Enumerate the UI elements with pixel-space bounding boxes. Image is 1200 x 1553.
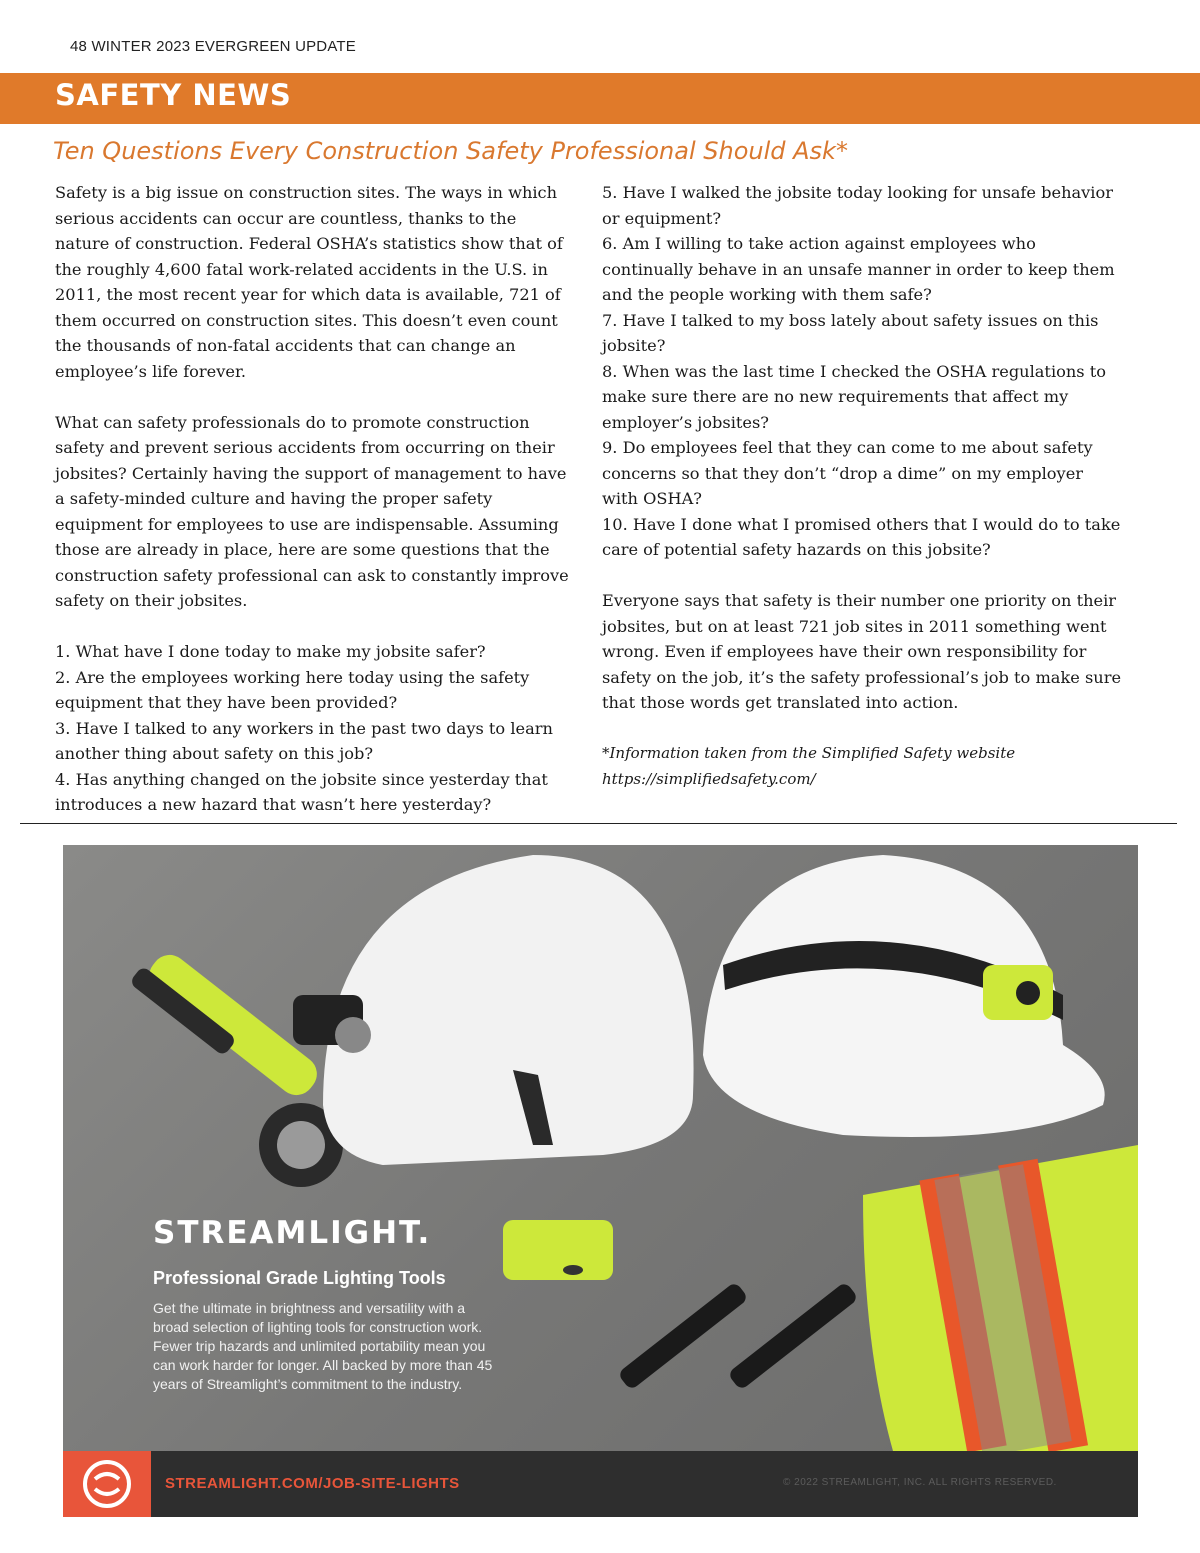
source-note: *Information taken from the Simplified Safety website bbox=[602, 744, 1016, 762]
headlamp-icon bbox=[503, 1220, 613, 1280]
question-item: 8. When was the last time I checked the OSHA regulations to make sure there are no new requirements that affect my employer’s jobsites? bbox=[602, 361, 1106, 432]
helmet-left-icon bbox=[293, 855, 694, 1165]
question-item: 10. Have I done what I promised others that I would do to take care of potential safety hazards on this jobsite? bbox=[602, 514, 1121, 559]
page-header: 48 WINTER 2023 EVERGREEN UPDATE bbox=[70, 38, 356, 55]
streamlight-logo: STREAMLIGHT. bbox=[153, 1215, 432, 1251]
question-item: 1. What have I done today to make my jobsite safer? bbox=[55, 642, 486, 661]
article-paragraph: What can safety professionals do to promote construction safety and prevent serious accidents from occurring on their jobsites? Certainly having the support of management to have a safety-minded culture and having the proper safety equipment for employees to use are indispensable. Assuming those are already in place, here are some questions that the construction safety professional can ask to constantly improve safety on their jobsites. bbox=[55, 412, 569, 610]
question-item: 3. Have I talked to any workers in the past two days to learn another thing about safety on this job? bbox=[55, 718, 553, 763]
article-paragraph: Safety is a big issue on construction sites. The ways in which serious accidents can occur are countless, thanks to the nature of construction. Federal OSHA’s statistics show that of the roughly 4,600 fatal work-related accidents in the U.S. in 2011, the most recent year for which data is available, 721 of them occurred on construction sites. This doesn’t even count the thousands of non-fatal accidents that can change an employee’s life forever. bbox=[55, 183, 563, 381]
streamlight-badge-icon bbox=[63, 1451, 151, 1517]
question-item: 2. Are the employees working here today using the safety equipment that they have been provided? bbox=[55, 667, 530, 712]
safety-vest-icon bbox=[863, 1145, 1138, 1451]
source-link[interactable]: https://simplifiedsafety.com/ bbox=[602, 769, 816, 788]
penlight-icon bbox=[617, 1281, 859, 1391]
article-column-left bbox=[55, 180, 570, 818]
closing-paragraph: Everyone says that safety is their number one priority on their jobsites, but on at least 721 job sites in 2011 something went wrong. Even if employees have their own responsibility for safety on the job, it’s the safety professional’s job to make sure that those words get translated into action. bbox=[602, 591, 1122, 712]
section-title: SAFETY NEWS bbox=[55, 78, 292, 112]
question-item: 4. Has anything changed on the jobsite since yesterday that introduces a new hazard that wasn’t here yesterday? bbox=[55, 769, 548, 814]
article-subtitle: Ten Questions Every Construction Safety Professional Should Ask* bbox=[53, 137, 848, 165]
question-item: 9. Do employees feel that they can come to me about safety concerns so that they don’t “drop a dime” on my employer with OSHA? bbox=[602, 438, 1093, 508]
section-divider bbox=[20, 823, 1177, 824]
ad-tagline: Professional Grade Lighting Tools bbox=[153, 1268, 446, 1288]
flashlight-icon bbox=[129, 948, 343, 1187]
question-item: 6. Am I willing to take action against employees who continually behave in an unsafe manner in order to keep them and the people working with them safe? bbox=[602, 234, 1115, 304]
helmet-right-icon bbox=[703, 855, 1105, 1137]
ad-url-link[interactable]: STREAMLIGHT.COM/JOB-SITE-LIGHTS bbox=[165, 1475, 460, 1492]
question-item: 7. Have I talked to my boss lately about safety issues on this jobsite? bbox=[602, 310, 1099, 355]
ad-body-text: Get the ultimate in brightness and versatility with a broad selection of lighting tools for construction work. Fewer trip hazards and unlimited portability mean you can work harder for longer. All backed by more than 45 years of Streamlight’s commitment to the industry. bbox=[153, 1300, 493, 1392]
question-item: 5. Have I walked the jobsite today looking for unsafe behavior or equipment? bbox=[602, 183, 1113, 228]
streamlight-advertisement bbox=[63, 845, 1138, 1517]
article-column-right bbox=[602, 180, 1122, 792]
ad-copyright: © 2022 STREAMLIGHT, INC. ALL RIGHTS RESERVED. bbox=[783, 1477, 1057, 1488]
